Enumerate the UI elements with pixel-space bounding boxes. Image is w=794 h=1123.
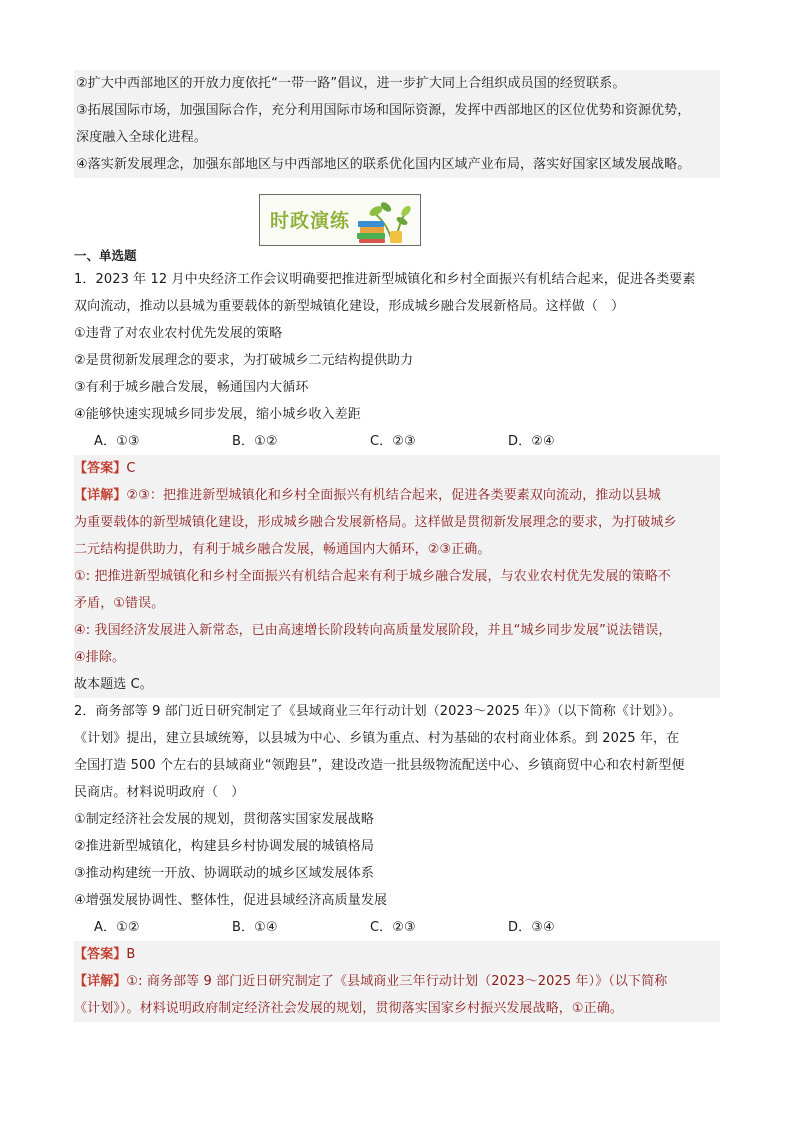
- question-stem: 《计划》提出，建立县域统筹，以县城为中心、乡镇为重点、村为基础的农村商业体系。到 2025 年，在: [74, 731, 680, 746]
- section-banner: [259, 194, 421, 246]
- detail-line: ①: 商务部等 9 部门近日研究制定了《县域商业三年行动计划（2023～2025 年）》（以下简称: [126, 974, 668, 989]
- answer-explanation-block: [74, 455, 720, 698]
- question-stem: 2．商务部等 9 部门近日研究制定了《县域商业三年行动计划（2023～2025 年）》（以下简称《计划》）。: [74, 704, 682, 719]
- option-b: B．①④: [232, 920, 278, 935]
- option-c: C．②③: [370, 434, 416, 449]
- statement-item: ③推动构建统一开放、协调联动的城乡区域发展体系: [74, 866, 374, 881]
- question-stem: 全国打造 500 个左右的县域商业“领跑县”，建设改造一批县级物流配送中心、乡镇商贸中心和农村新型便: [74, 758, 685, 773]
- option-b: B．①②: [232, 434, 278, 449]
- text-line: ③拓展国际市场，加强国际合作，充分利用国际市场和国际资源，发挥中西部地区的区位优势和资源优势，: [76, 103, 691, 118]
- detail-line: 矛盾，①错误。: [74, 596, 165, 611]
- text-line: 深度融入全球化进程。: [76, 130, 208, 145]
- answer-value: B: [126, 947, 136, 962]
- detail-line: ④: 我国经济发展进入新常态，已由高速增长阶段转向高质量发展阶段，并且“城乡同步发展”说法错误，: [74, 623, 672, 638]
- document-page: [74, 70, 720, 1022]
- option-c: C．②③: [370, 920, 416, 935]
- question-stem: 双向流动，推动以县城为重要载体的新型城镇化建设，形成城乡融合发展新格局。这样做（ ）: [74, 299, 625, 314]
- detail-line: ①: 把推进新型城镇化和乡村全面振兴有机结合起来有利于城乡融合发展，与农业农村优先发展的策略不: [74, 569, 671, 584]
- option-a: A．①②: [94, 920, 140, 935]
- banner-title: 时政演练: [270, 210, 351, 232]
- detail-line: ④排除。: [74, 650, 126, 665]
- question-stem: 民商店。材料说明政府（ ）: [74, 785, 245, 800]
- previous-answer-block: [74, 70, 720, 178]
- answer-value: C: [126, 461, 136, 476]
- question-stem: 1．2023 年 12 月中央经济工作会议明确要把推进新型城镇化和乡村全面振兴有机结合起来，促进各类要素: [74, 272, 696, 287]
- banner-area: [74, 178, 720, 244]
- detail-line: 《计划》）。材料说明政府制定经济社会发展的规划，贯彻落实国家乡村振兴发展战略，①正确。: [74, 1001, 623, 1016]
- statement-item: ③有利于城乡融合发展，畅通国内大循环: [74, 380, 309, 395]
- detail-line: ②③：把推进新型城镇化和乡村全面振兴有机结合起来，促进各类要素双向流动，推动以县城: [126, 488, 661, 503]
- statement-item: ②是贯彻新发展理念的要求，为打破城乡二元结构提供助力: [74, 353, 414, 368]
- answer-label: 【答案】: [74, 947, 127, 962]
- detail-label: 【详解】: [74, 488, 127, 503]
- statement-item: ②推进新型城镇化，构建县乡村协调发展的城镇格局: [74, 839, 374, 854]
- option-a: A．①③: [94, 434, 140, 449]
- conclusion: 故本题选 C。: [74, 677, 153, 692]
- text-line: ④落实新发展理念，加强东部地区与中西部地区的联系优化国内区域产业布局，落实好国家区域发展战略。: [76, 157, 691, 172]
- question-2: [74, 698, 720, 1022]
- option-d: D．②④: [508, 434, 555, 449]
- detail-line: 为重要载体的新型城镇化建设，形成城乡融合发展新格局。这样做是贯彻新发展理念的要求，为打破城乡: [74, 515, 677, 530]
- option-d: D．③④: [508, 920, 555, 935]
- statement-item: ①制定经济社会发展的规划，贯彻落实国家发展战略: [74, 812, 374, 827]
- detail-line: 二元结构提供助力，有利于城乡融合发展，畅通国内大循环，②③正确。: [74, 542, 491, 557]
- answer-label: 【答案】: [74, 461, 127, 476]
- statement-item: ④能够快速实现城乡同步发展，缩小城乡收入差距: [74, 407, 361, 422]
- answer-options: [74, 914, 720, 941]
- detail-label: 【详解】: [74, 974, 127, 989]
- answer-explanation-block: [74, 941, 720, 1022]
- section-title: 一、单选题: [74, 248, 137, 263]
- text-line: ②扩大中西部地区的开放力度依托“一带一路”倡议，进一步扩大同上合组织成员国的经贸联系。: [76, 76, 626, 91]
- question-1: [74, 266, 720, 698]
- statement-item: ①违背了对农业农村优先发展的策略: [74, 326, 283, 341]
- statement-item: ④增强发展协调性、整体性，促进县域经济高质量发展: [74, 893, 388, 908]
- answer-options: [74, 428, 720, 455]
- books-plant-icon: [352, 197, 414, 245]
